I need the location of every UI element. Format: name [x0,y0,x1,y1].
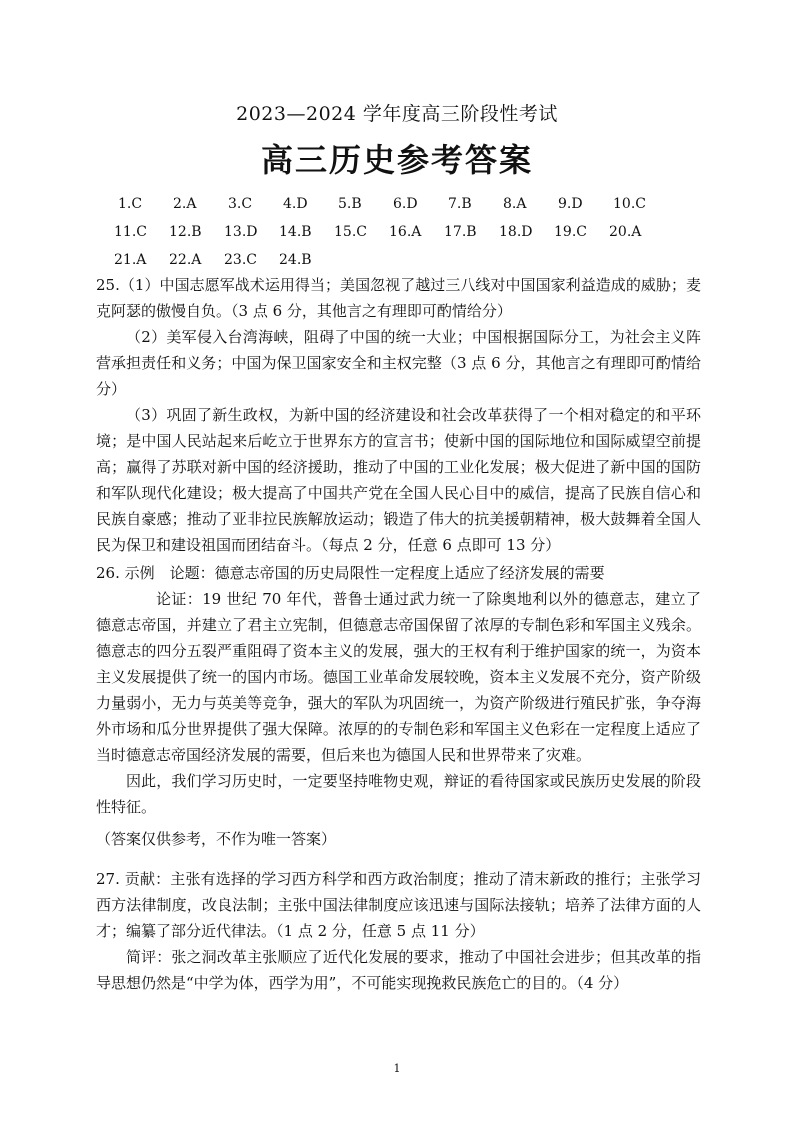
q26-argument: 论证：19 世纪 70 年代，普鲁士通过武力统一了除奥地利以外的德意志，建立了德意志帝国，并建立了君主立宪制，但德意志帝国保留了浓厚的专制色彩和军国主义残余。德意志的四分五裂严重阻碍了资本主义的发展，强大的王权有利于维护国家的统一，为资本主义发展提供了统一的国内市场。德国工业革命发展较晚，资本主义发展不充分，资产阶级力量弱小，无力与英美等竞争，强大的军队为巩固统一，为资产阶级进行殖民扩张，争夺海外市场和瓜分世界提供了强大保障。浓厚的的专制色彩和军国主义色彩在一定程度上适应了当时德意志帝国经济发展的需要，但后来也为德国人民和世界带来了灾难。 [96,590,701,764]
choice-answer: 8.A [503,196,527,212]
choice-answer: 11.C [114,224,147,240]
exam-title: 2023—2024 学年度高三阶段性考试 [236,103,558,125]
page-number: 1 [393,1062,401,1075]
choice-row-2 [114,218,714,246]
choice-answer: 12.B [169,224,202,240]
q25-part3: （3）巩固了新生政权，为新中国的经济建设和社会改革获得了一个相对稳定的和平环境；是中国人民站起来后屹立于世界东方的宣言书；使新中国的国际地位和国际威望空前提高；赢得了苏联对新中国的经济援助，推动了中国的工业化发展；极大促进了新中国的国防和军队现代化建设；极大提高了中国共产党在全国人民心目中的威信，提高了民族自信心和民族自豪感；推动了亚非拉民族解放运动；锻造了伟大的抗美援朝精神，极大鼓舞着全国人民为保卫和建设祖国而团结奋斗。（每点 2 分，任意 6 点即可 13 分） [96,406,701,554]
choice-answer: 22.A [169,252,202,268]
q27-contribution: 27. 贡献：主张有选择的学习西方科学和西方政治制度；推动了清末新政的推行；主张学习西方法律制度，改良法制；主张中国法律制度应该迅速与国际法接轨；培养了法律方面的人才；编纂了部分近代律法。（1 点 2 分，任意 5 点 11 分） [96,870,701,940]
q26-thesis: 26. 示例 论题：德意志帝国的历史局限性一定程度上适应了经济发展的需要 [96,564,605,582]
choice-answer: 9.D [558,196,583,212]
choice-answer: 1.C [118,196,143,212]
choice-answer: 3.C [228,196,253,212]
choice-answer: 4.D [283,196,308,212]
question-27 [96,866,701,996]
choice-answer: 16.A [389,224,422,240]
q26-note: （答案仅供参考，不作为唯一答案） [96,830,337,848]
choice-answer: 6.D [393,196,418,212]
choice-row-1 [114,190,714,218]
choice-answer: 14.B [279,224,312,240]
q25-part2: （2）美军侵入台湾海峡，阻碍了中国的统一大业；中国根据国际分工，为社会主义阵营承担责任和义务；中国为保卫国家安全和主权完整（3 点 6 分，其他言之有理即可酌情给分） [96,328,701,398]
q25-part1: 25.（1）中国志愿军战术运用得当；美国忽视了越过三八线对中国国家利益造成的威胁；麦克阿瑟的傲慢自负。（3 点 6 分，其他言之有理即可酌情给分） [96,276,701,320]
choice-row-3 [114,246,714,274]
choice-answer: 24.B [279,252,312,268]
choice-answer: 13.D [224,224,258,240]
question-26 [96,560,701,852]
choice-answer: 5.B [338,196,362,212]
choice-answer: 19.C [554,224,587,240]
choice-answers [114,190,714,274]
choice-answer: 21.A [114,252,147,268]
choice-answer: 23.C [224,252,257,268]
q26-conclusion: 因此，我们学习历史时，一定要坚持唯物史观，辩证的看待国家或民族历史发展的阶段性特征。 [96,772,701,816]
choice-answer: 10.C [613,196,646,212]
question-25 [96,272,701,558]
choice-answer: 7.B [448,196,472,212]
document-subtitle: 高三历史参考答案 [260,141,533,179]
choice-answer: 18.D [499,224,533,240]
choice-answer: 17.B [444,224,477,240]
choice-answer: 15.C [334,224,367,240]
choice-answer: 20.A [609,224,642,240]
q27-comment: 简评：张之洞改革主张顺应了近代化发展的要求，推动了中国社会进步；但其改革的指导思想仍然是“中学为体，西学为用”，不可能实现挽救民族危亡的目的。（4 分） [96,948,701,992]
choice-answer: 2.A [173,196,197,212]
